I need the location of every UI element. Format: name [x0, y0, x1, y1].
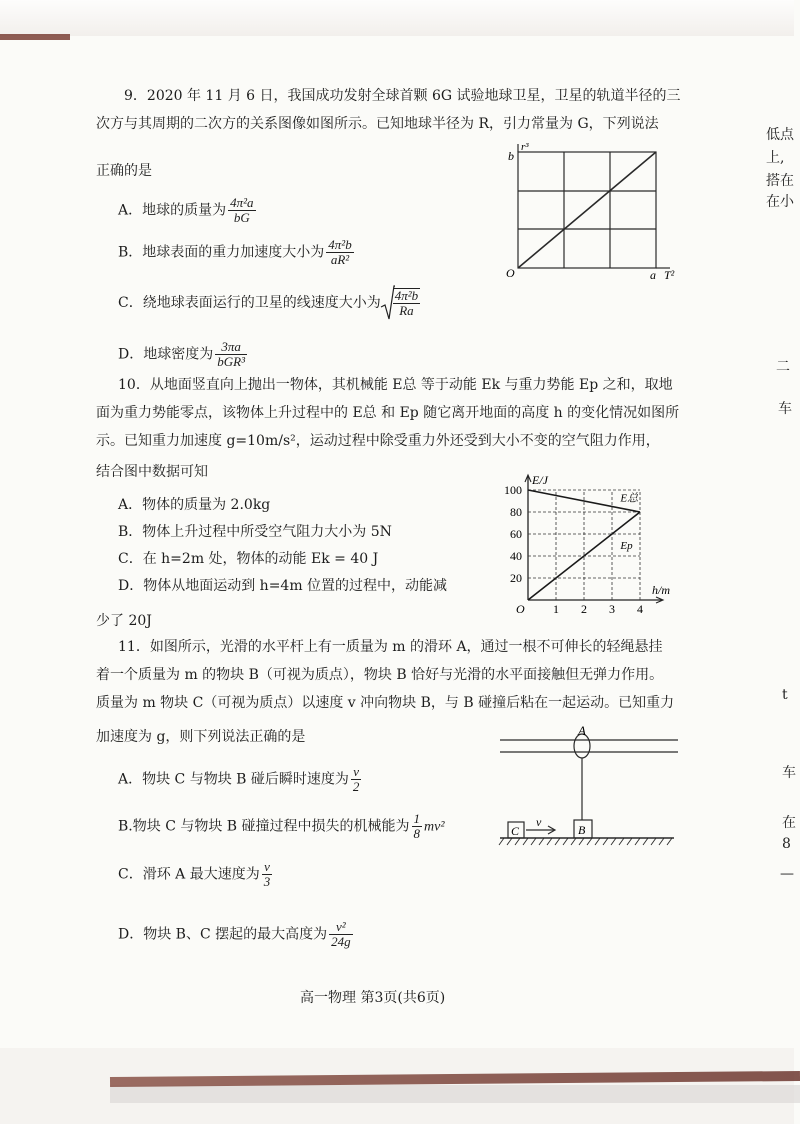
q10-option-b: B．物体上升过程中所受空气阻力大小为 5N [118, 524, 392, 540]
q11-ground-hatch [587, 838, 592, 845]
q9-origin: O [506, 266, 515, 280]
q11-ground-hatch [667, 838, 672, 845]
q11-line4: 加速度为 g，则下列说法正确的是 [96, 729, 306, 745]
q10-series-label-2: Ep [620, 540, 633, 552]
q11-option-d-fraction [329, 920, 353, 949]
q11-ground-hatch [579, 838, 584, 845]
q9-option-b [118, 238, 356, 267]
q10-y-tick-1: 20 [510, 571, 522, 585]
q11-label-b: B [578, 823, 586, 837]
q10-option-d-line1: D．物体从地面运动到 h=4m 位置的过程中，动能减 [118, 578, 448, 594]
page-footer: 高一物理 第3页(共6页) [300, 990, 446, 1006]
q10-y-tick-4: 80 [510, 505, 522, 519]
q11-ground-hatch [611, 838, 616, 845]
q11-ground-hatch [627, 838, 632, 845]
q11-option-b-num: 1 [413, 811, 421, 826]
q9-line2: 次方与其周期的二次方的关系图像如图所示。已知地球半径为 R，引力常量为 G，下列说法 [96, 116, 659, 132]
q11-ground-hatch [515, 838, 520, 845]
q9-option-c-fraction [393, 288, 420, 318]
q10-option-d-line2: 少了 20J [96, 613, 152, 629]
q9-option-b-num: 4π²b [328, 237, 352, 252]
q11-option-d-den: 24g [331, 934, 351, 949]
q11-ground-hatch [563, 838, 568, 845]
q10-x-tick-2: 2 [581, 602, 587, 616]
edge-text-5: 二 [776, 359, 790, 375]
q9-option-a-fraction [228, 196, 255, 225]
q10-option-c: C．在 h=2m 处，物体的动能 Ek = 40 J [118, 551, 379, 567]
edge-text-3: 搭在 [766, 173, 794, 189]
q10-x-tick-4: 4 [637, 602, 643, 616]
scan-bottom-shadow [110, 1085, 800, 1103]
q11-ground-hatch [635, 838, 640, 845]
q9-line3: 正确的是 [96, 163, 152, 179]
q11-ground-hatch [507, 838, 512, 845]
edge-text-6: 车 [778, 401, 792, 417]
q10-origin: O [516, 602, 525, 616]
q10-line4: 结合图中数据可知 [96, 464, 208, 480]
q11-option-d [118, 920, 355, 949]
q9-option-c-num: 4π²b [394, 288, 419, 303]
q10-series-label-1: E总 [620, 492, 639, 505]
q11-option-d-label: D．物块 B、C 摆起的最大高度为 [118, 926, 328, 943]
q9-option-b-fraction [326, 238, 353, 267]
q11-option-b-label: B.物块 C 与物块 B 碰撞过程中损失的机械能为 [118, 818, 410, 835]
edge-text-8: 车 [782, 765, 796, 781]
q9-option-a-num: 4π²a [230, 195, 254, 210]
q9-option-b-label: B．地球表面的重力加速度大小为 [118, 244, 325, 261]
q9-option-c-den: Ra [393, 303, 420, 318]
q11-ground-hatch [499, 838, 504, 845]
q11-option-a-fraction [351, 765, 362, 794]
q11-line3: 质量为 m 物块 C（可视为质点）以速度 v 冲向物块 B，与 B 碰撞后粘在一起运动。已知重力 [96, 695, 675, 711]
q9-option-b-den: aR² [326, 252, 353, 267]
q11-ground-hatch [523, 838, 528, 845]
q11-ground-hatch [659, 838, 664, 845]
q11-label-c: C [511, 824, 520, 838]
q9-option-d [118, 340, 249, 369]
q11-figure [498, 722, 688, 852]
scan-top-edge-mark [0, 34, 70, 40]
q9-option-d-label: D．地球密度为 [118, 346, 214, 363]
q11-option-c-fraction [262, 860, 273, 889]
q10-chart [490, 460, 690, 620]
q11-option-d-num: v² [336, 919, 346, 934]
q9-x-mark: a [650, 268, 656, 282]
q10-line1: 10．从地面竖直向上抛出一物体，其机械能 E总 等于动能 Ek 与重力势能 Ep 之和，取地 [118, 377, 673, 393]
q11-ground-hatch [643, 838, 648, 845]
q10-x-tick-1: 1 [553, 602, 559, 616]
q11-ground-hatch [531, 838, 536, 845]
edge-text-2: 上, [766, 150, 785, 166]
q11-ground-hatch [547, 838, 552, 845]
q11-option-c-label: C．滑环 A 最大速度为 [118, 866, 260, 883]
q11-option-c [118, 860, 274, 889]
q9-y-axis-label: r³ [521, 141, 529, 153]
edge-text-1: 低点 [766, 127, 794, 143]
q9-option-a-label: A．地球的质量为 [118, 202, 227, 219]
q11-line2: 着一个质量为 m 的物块 B（可视为质点），物块 B 恰好与光滑的水平面接触但无弹力作用。 [96, 667, 664, 683]
q9-graph-line [518, 152, 656, 268]
q9-option-c-sqrt [381, 285, 422, 321]
q10-x-tick-3: 3 [609, 602, 615, 616]
q9-graph [500, 140, 690, 280]
q11-option-c-den: 3 [263, 874, 271, 889]
q9-option-d-num: 3πa [221, 339, 241, 354]
q11-ground-hatch [571, 838, 576, 845]
q9-line1: 9．2020 年 11 月 6 日，我国成功发射全球首颗 6G 试验地球卫星，卫星的轨道半径的三 [124, 88, 681, 104]
q11-ground-hatch [603, 838, 608, 845]
q9-option-a [118, 196, 258, 225]
q11-option-a-num: v [353, 764, 360, 779]
q10-y-tick-3: 60 [510, 527, 522, 541]
q10-x-axis-label: h/m [652, 583, 670, 597]
q11-label-v: v [536, 815, 542, 829]
q9-option-a-den: bG [228, 210, 255, 225]
q11-ground-hatch [539, 838, 544, 845]
edge-text-9: 在 [782, 815, 796, 831]
edge-text-7: t [782, 687, 788, 703]
q9-option-d-den: bGR³ [217, 354, 245, 369]
q11-option-a-label: A．物块 C 与物块 B 碰后瞬时速度为 [118, 771, 349, 788]
q11-ground-hatch [595, 838, 600, 845]
q11-option-a-den: 2 [352, 779, 360, 794]
q10-option-a: A．物体的质量为 2.0kg [118, 497, 271, 513]
q11-option-c-num: v [264, 859, 270, 874]
q9-option-c [118, 285, 422, 321]
q9-option-d-fraction [215, 340, 247, 369]
q10-line3: 示。已知重力加速度 g=10m/s²，运动过程中除受重力外还受到大小不变的空气阻力作用， [96, 433, 660, 449]
q10-line2: 面为重力势能零点，该物体上升过程中的 E总 和 Ep 随它离开地面的高度 h 的变化情况如图所 [96, 405, 680, 421]
edge-text-4: 在小 [766, 194, 794, 210]
q9-option-c-label: C．绕地球表面运行的卫星的线速度大小为 [118, 295, 381, 311]
q11-ground-hatch [619, 838, 624, 845]
q11-option-b-fraction [412, 812, 423, 841]
q9-x-axis-label: T² [664, 268, 675, 282]
q10-y-tick-5: 100 [504, 483, 522, 497]
edge-text-10: 8 [782, 836, 791, 852]
scan-top-band [0, 0, 794, 36]
q11-option-b-den: 8 [413, 826, 421, 841]
q9-y-mark: b [508, 149, 514, 163]
q11-line1: 11．如图所示，光滑的水平杆上有一质量为 m 的滑环 A，通过一根不可伸长的轻绳悬挂 [118, 639, 663, 655]
edge-text-11: — [780, 866, 794, 882]
q11-option-b [118, 812, 445, 841]
q10-y-axis-label: E/J [532, 473, 548, 487]
q11-ground-hatch [651, 838, 656, 845]
q10-y-tick-2: 40 [510, 549, 522, 563]
q11-ground-hatch [555, 838, 560, 845]
q11-option-b-tail: mv² [424, 819, 445, 835]
q11-option-a [118, 765, 363, 794]
q11-label-a: A [578, 723, 586, 738]
